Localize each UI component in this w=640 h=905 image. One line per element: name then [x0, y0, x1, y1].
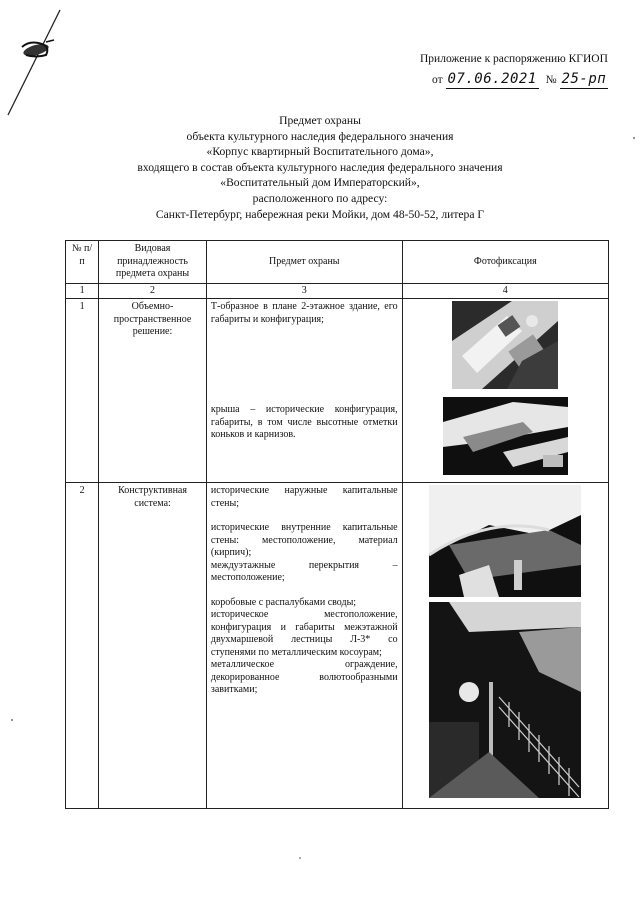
title-line: «Воспитательный дом Императорский», [220, 176, 420, 190]
header-photo: Фотофиксация [402, 241, 608, 284]
subject-item: исторические внутренние капитальные стены: местоположение, материал (кирпич); [210, 522, 398, 558]
index-cell: 4 [402, 283, 608, 299]
scan-line [8, 10, 60, 115]
staircase-photo [429, 602, 581, 798]
roof-photo-image [443, 397, 568, 475]
subject-item: исторические наружные капитальные стены; [210, 485, 398, 509]
subject-item: Т-образное в плане 2-этажное здание, его габариты и конфигурация; [210, 301, 398, 325]
subject-item: историческое местоположение, конфигурация и габариты межэтажной двухмаршевой лестницы Л-3* со ступенями по металлическим косоурам; [210, 609, 398, 658]
vault-photo-image [429, 485, 581, 597]
subject-item: коробовые с распалубками своды; [210, 596, 357, 608]
row-number: 2 [66, 483, 99, 809]
number-prefix: № [545, 74, 557, 86]
header-subject: Предмет охраны [206, 241, 402, 284]
title-line: расположенного по адресу: [252, 191, 388, 205]
row-photos [402, 299, 608, 483]
order-number: 25-рп [561, 71, 607, 87]
row-number: 1 [66, 299, 99, 483]
table-header-row [66, 241, 609, 284]
document-title [60, 113, 580, 222]
header-number: № п/п [66, 241, 99, 284]
roof-photo [443, 397, 568, 475]
row-subject [206, 483, 402, 809]
row-category: Конструктивная система: [99, 483, 207, 809]
title-line: «Корпус квартирный Воспитательного дома», [206, 145, 434, 159]
title-address: Санкт-Петербург, набережная реки Мойки, дом 48-50-52, литера Г [155, 207, 485, 221]
title-line: объекта культурного наследия федерального значения [186, 129, 454, 143]
stamp-scribble-icon [22, 40, 54, 58]
table-row [66, 299, 609, 483]
document-header [420, 50, 608, 89]
date-prefix: от [432, 74, 443, 86]
staircase-photo-image [429, 602, 581, 798]
appendix-reference: Приложение к распоряжению КГИОП [420, 53, 608, 65]
index-cell: 3 [206, 283, 402, 299]
table-index-row [66, 283, 609, 299]
order-date-number [432, 70, 608, 89]
index-cell: 2 [99, 283, 207, 299]
header-category: Видовая принадлежность предмета охраны [99, 241, 207, 284]
row-subject [206, 299, 402, 483]
aerial-photo-image [452, 301, 558, 389]
subject-item: металлическое ограждение, декорированное волютообразными завитками; [210, 659, 398, 695]
table-row [66, 483, 609, 809]
title-line: входящего в состав объекта культурного наследия федерального значения [137, 160, 503, 174]
index-cell: 1 [66, 283, 99, 299]
vault-photo [429, 485, 581, 597]
subject-item: междуэтажные перекрытия – местоположение; [210, 559, 398, 583]
protection-table [65, 240, 609, 809]
aerial-photo [452, 301, 558, 389]
row-photos [402, 483, 608, 809]
order-date: 07.06.2021 [447, 71, 537, 87]
row-category: Объемно-пространственное решение: [99, 299, 207, 483]
subject-item: крыша – исторические конфигурация, габариты, в том числе высотные отметки коньков и карнизов. [210, 404, 398, 440]
title-line: Предмет охраны [279, 114, 361, 127]
